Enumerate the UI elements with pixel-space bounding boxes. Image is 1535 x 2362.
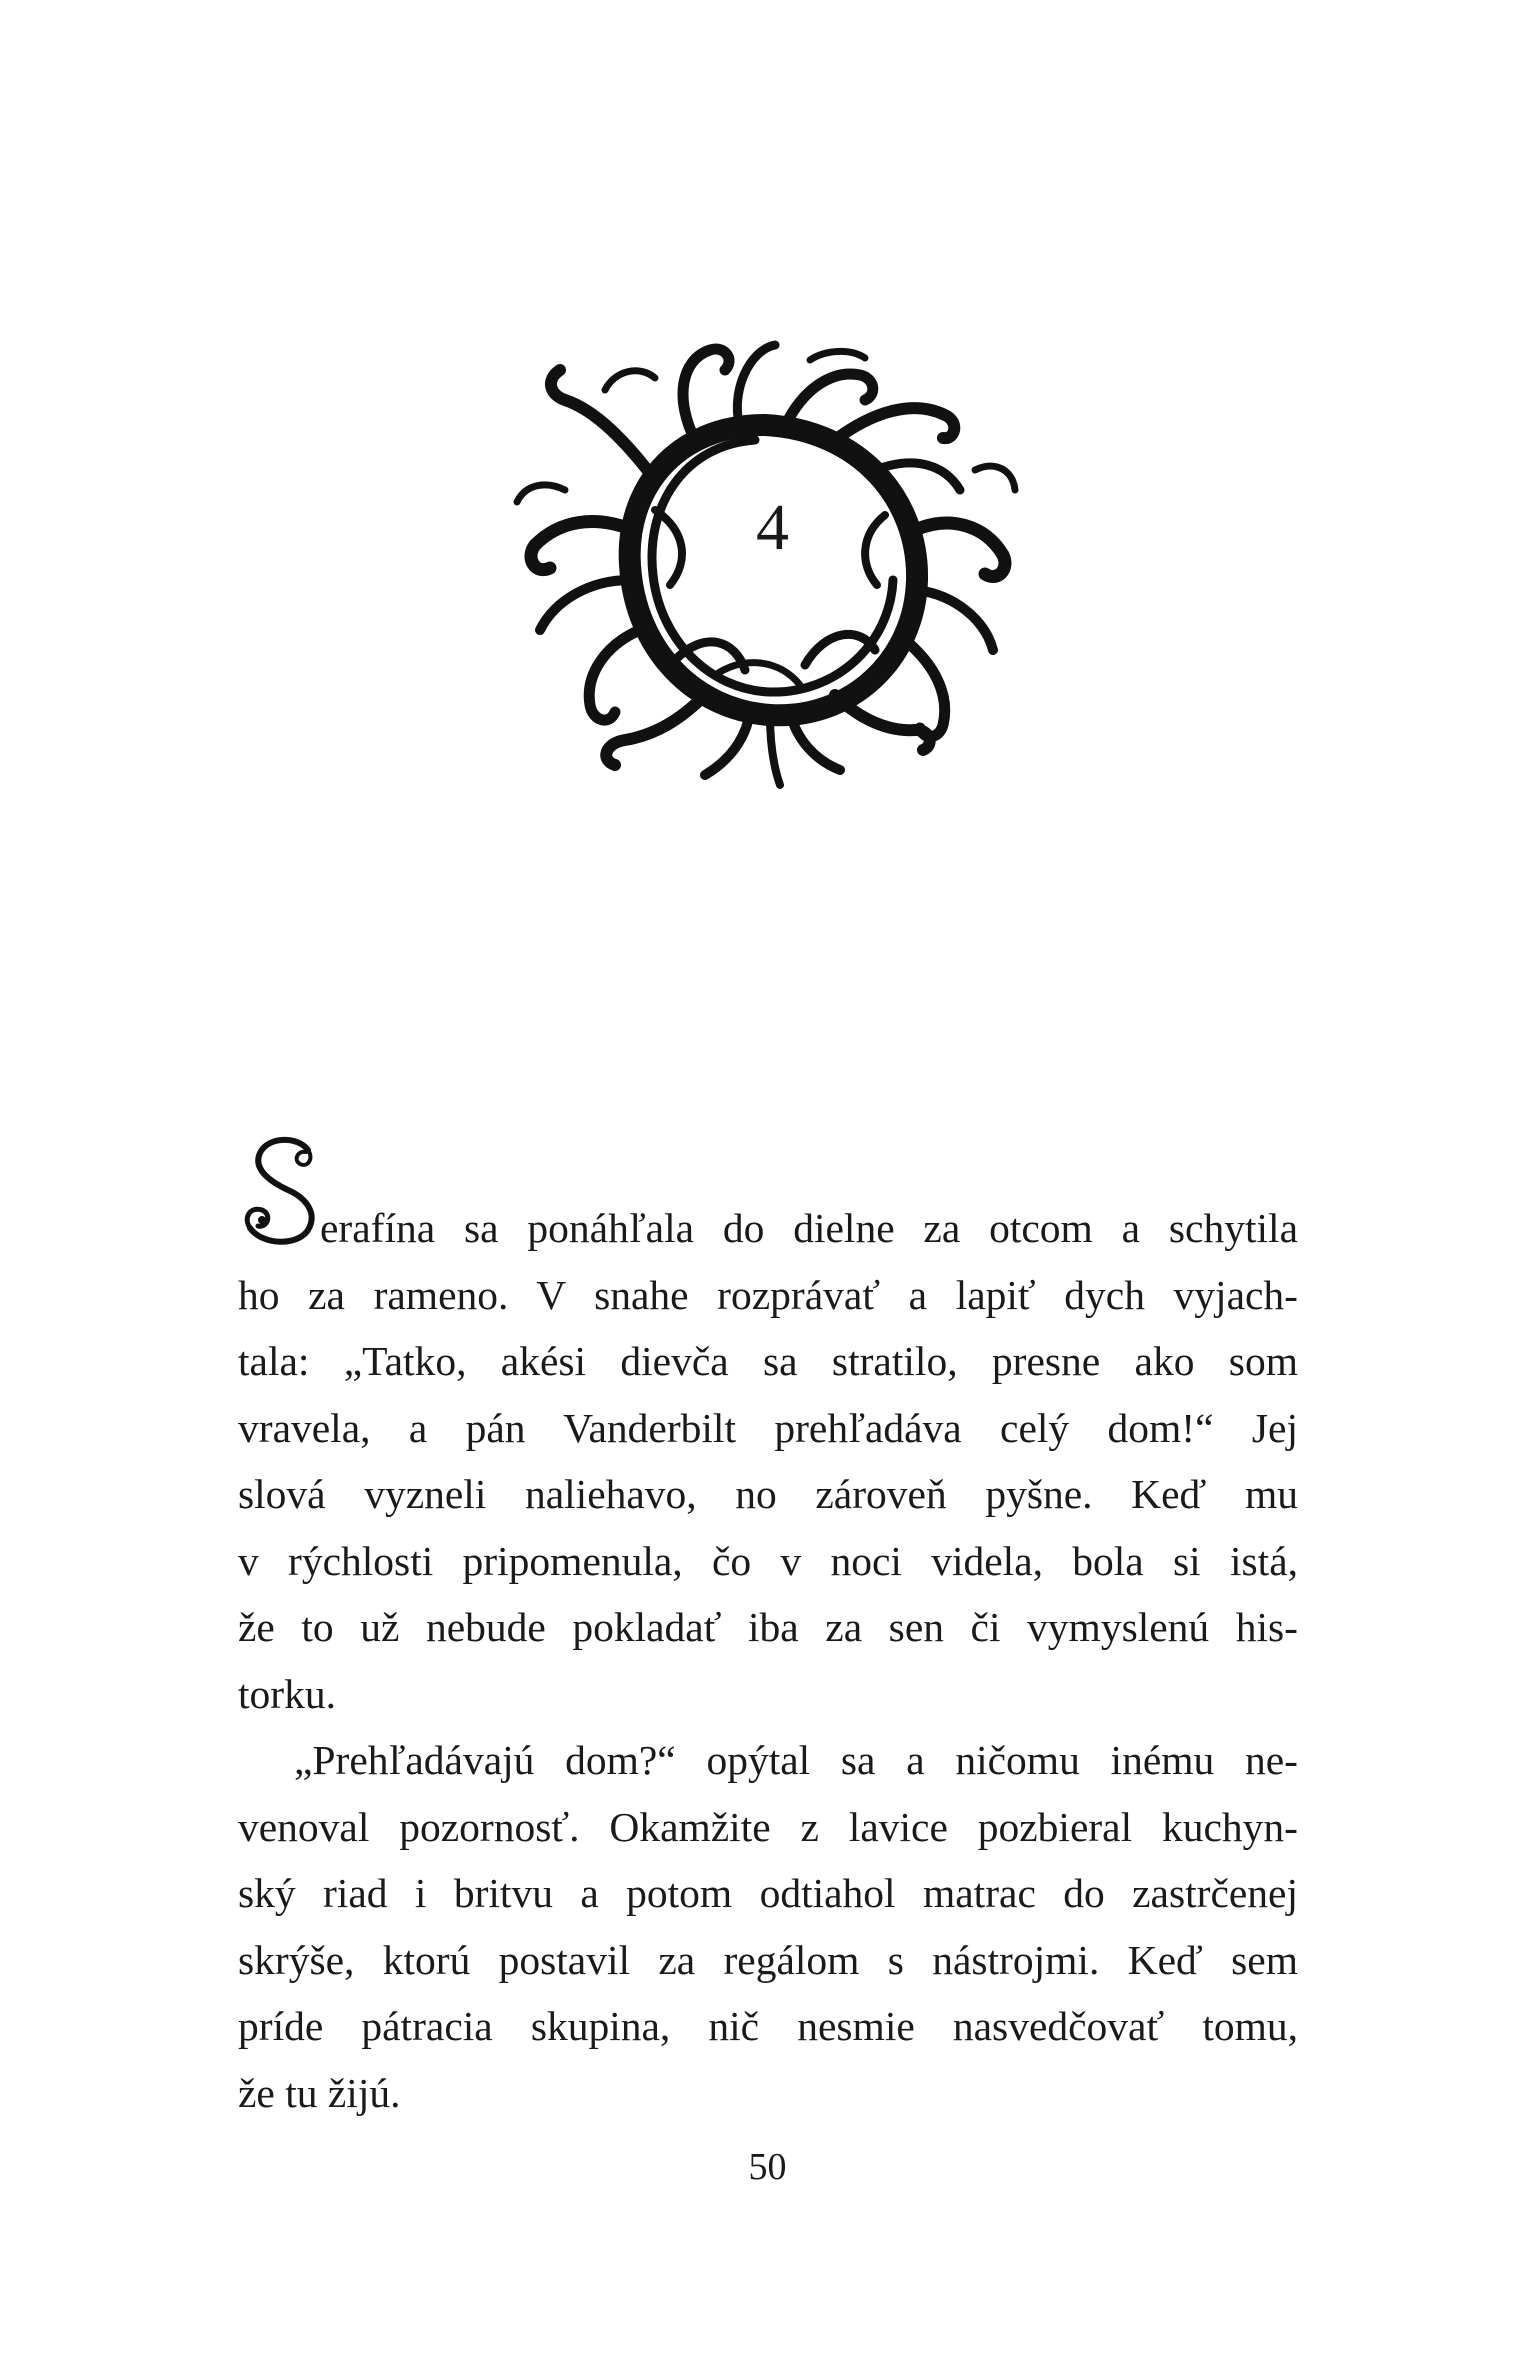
text-line: ho za rameno. V snahe rozprávať a lapiť dych vyjach-	[238, 1271, 1298, 1318]
text-line: vravela, a pán Vanderbilt prehľadáva celý dom!“ Jej	[238, 1404, 1298, 1451]
text-line: v rýchlosti pripomenula, čo v noci videla, bola si istá,	[238, 1537, 1298, 1584]
chapter-text	[238, 1195, 1298, 2126]
text-line: že to už nebude pokladať iba za sen či vymyslenú his-	[238, 1604, 1298, 1650]
paragraph-1	[238, 1195, 1298, 1727]
text-line: že tu žijú.	[238, 2069, 401, 2116]
text-line: tala: „Tatko, akési dievča sa stratilo, presne ako som	[238, 1338, 1298, 1384]
text-line: slová vyzneli naliehavo, no zároveň pyšne. Keď mu	[238, 1471, 1298, 1517]
text-line: „Prehľadávajú dom?“ opýtal sa a ničomu inému ne-	[294, 1737, 1298, 1783]
paragraph-2	[238, 1727, 1298, 2126]
text-line: skrýše, ktorú postavil za regálom s nástrojmi. Keď sem	[238, 1936, 1298, 1983]
text-line: torku.	[238, 1670, 336, 1717]
text-line: príde pátracia skupina, nič nesmie nasvedčovať tomu,	[238, 2003, 1298, 2049]
chapter-number: 4	[756, 491, 789, 564]
page-number: 50	[748, 2146, 787, 2188]
text-line: venoval pozornosť. Okamžite z lavice pozbieral kuchyn-	[238, 1803, 1298, 1850]
text-line: ský riad i britvu a potom odtiahol matrac do zastrčenej	[238, 1870, 1298, 1916]
text-line: erafína sa ponáhľala do dielne za otcom a schytila	[320, 1205, 1298, 1251]
